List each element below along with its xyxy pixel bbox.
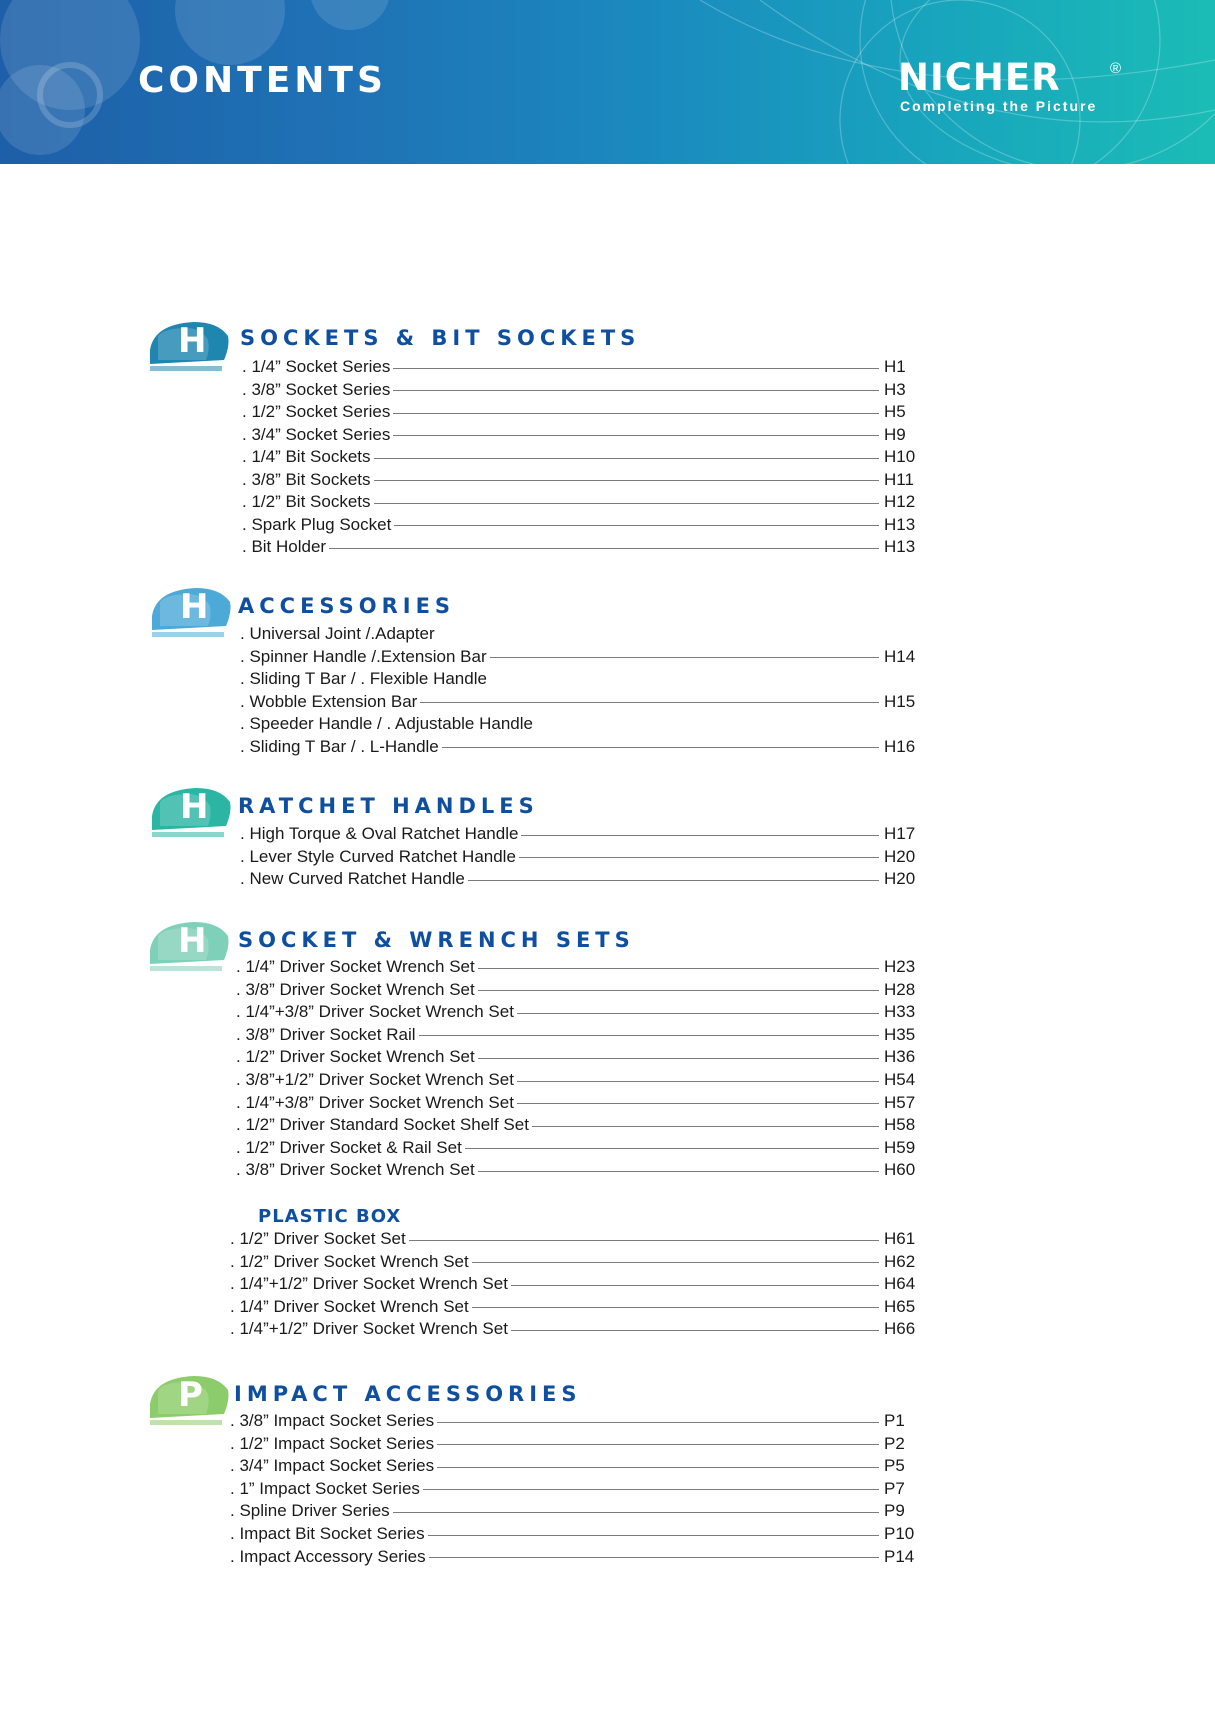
toc-entry-label: . 1/2” Driver Socket Wrench Set <box>230 1251 469 1271</box>
section-badge-letter: H <box>180 587 209 627</box>
section-badge-letter: H <box>178 321 207 361</box>
dot-leader <box>519 857 879 858</box>
toc-entry-label: . Spline Driver Series <box>230 1501 390 1521</box>
dot-leader <box>393 368 879 369</box>
toc-entry-label: . Spark Plug Socket <box>242 514 392 534</box>
toc-entry[interactable] <box>242 469 914 491</box>
dot-leader <box>478 1058 879 1059</box>
section-badge <box>150 786 234 846</box>
section-badge-letter: H <box>178 921 207 961</box>
toc-entry-label: . Spinner Handle /.Extension Bar <box>240 646 487 666</box>
dot-leader <box>465 1148 879 1149</box>
toc-entry[interactable] <box>230 1455 905 1477</box>
dot-leader <box>374 480 880 481</box>
toc-entry-label: . 3/8” Socket Series <box>242 379 391 399</box>
toc-entry-page: P9 <box>884 1501 905 1521</box>
dot-leader <box>437 1422 879 1423</box>
section-badge <box>148 920 232 980</box>
section-title: ACCESSORIES <box>238 594 456 618</box>
toc-entry[interactable] <box>230 1296 916 1318</box>
dot-leader <box>468 880 879 881</box>
toc-entry-label: . 1/2” Driver Socket Set <box>230 1229 406 1248</box>
section-badge <box>148 320 232 380</box>
dot-leader <box>394 525 879 526</box>
toc-entry-label: . 3/8” Driver Socket Wrench Set <box>236 979 475 999</box>
toc-entry[interactable] <box>236 1001 916 1023</box>
toc-entry[interactable] <box>242 356 906 378</box>
dot-leader <box>478 990 879 991</box>
toc-entry-label: . 1/2” Socket Series <box>242 402 391 421</box>
dot-leader <box>532 1126 879 1127</box>
toc-entry[interactable] <box>230 1546 915 1568</box>
dot-leader <box>393 435 879 436</box>
toc-entry-label: . Wobble Extension Bar <box>240 691 418 711</box>
toc-entry[interactable] <box>240 691 916 713</box>
toc-entry-page: H12 <box>884 492 916 511</box>
toc-entry[interactable] <box>240 846 916 868</box>
brand-tagline: Completing the Picture <box>900 98 1098 114</box>
toc-entry-label: . Lever Style Curved Ratchet Handle <box>240 846 516 866</box>
dot-leader <box>511 1330 879 1331</box>
toc-entry-page: H66 <box>884 1319 916 1339</box>
toc-entry-page: H64 <box>884 1274 916 1294</box>
toc-entry[interactable] <box>240 868 916 890</box>
toc-entry-page: H11 <box>884 469 914 489</box>
toc-entry[interactable] <box>230 1410 905 1432</box>
toc-entry-page: H65 <box>884 1296 916 1316</box>
dot-leader <box>393 390 879 391</box>
dot-leader <box>478 968 879 969</box>
section-title: SOCKET & WRENCH SETS <box>238 928 635 952</box>
toc-entry-page: H13 <box>884 537 916 556</box>
toc-entry-label: . 1/2” Driver Socket & Rail Set <box>236 1137 462 1157</box>
toc-entry[interactable] <box>236 1069 916 1091</box>
toc-entry-label: . 3/8” Driver Socket Wrench Set <box>236 1160 475 1180</box>
toc-entry-page: H61 <box>884 1229 916 1248</box>
toc-entry-page: H59 <box>884 1137 916 1157</box>
toc-entry-label: . 3/8” Driver Socket Rail <box>236 1024 416 1044</box>
toc-entry[interactable] <box>236 1092 916 1114</box>
toc-entry-label: . 3/4” Impact Socket Series <box>230 1456 435 1476</box>
toc-entry-page: H23 <box>884 957 916 976</box>
toc-entry[interactable] <box>236 1137 916 1159</box>
toc-entry[interactable] <box>230 1273 916 1295</box>
dot-leader <box>521 835 879 836</box>
subsection-title: PLASTIC BOX <box>258 1206 402 1227</box>
toc-entry-page: H3 <box>884 379 906 399</box>
toc-entry-page: H57 <box>884 1092 916 1112</box>
dot-leader <box>423 1489 879 1490</box>
dot-leader <box>393 1512 879 1513</box>
toc-entry-label: . 1/2” Impact Socket Series <box>230 1433 435 1453</box>
toc-entry-page: H10 <box>884 447 916 466</box>
dot-leader <box>517 1103 879 1104</box>
toc-entry[interactable] <box>236 1024 916 1046</box>
toc-entry-page: H1 <box>884 357 906 376</box>
toc-entry-page: H62 <box>884 1251 916 1271</box>
toc-entry[interactable] <box>230 1318 916 1340</box>
toc-entry-label: . Universal Joint /.Adapter <box>240 624 435 643</box>
dot-leader <box>517 1081 879 1082</box>
header-banner <box>0 0 1215 164</box>
toc-entry[interactable] <box>230 1500 905 1522</box>
dot-leader <box>374 458 880 459</box>
toc-entry[interactable] <box>242 491 916 513</box>
toc-entry[interactable] <box>236 1159 916 1181</box>
toc-entry-page: P14 <box>884 1546 915 1566</box>
toc-entry-page: H20 <box>884 846 916 866</box>
toc-entry-page: P5 <box>884 1456 905 1476</box>
toc-entry-page: H33 <box>884 1002 916 1022</box>
toc-entry-label: . 1/4” Driver Socket Wrench Set <box>236 957 475 976</box>
toc-entry-page: H58 <box>884 1115 916 1135</box>
toc-entry-page: H60 <box>884 1160 916 1180</box>
dot-leader <box>511 1285 879 1286</box>
dot-leader <box>478 1171 879 1172</box>
toc-entry[interactable] <box>242 536 916 558</box>
toc-entry-label: . 3/8”+1/2” Driver Socket Wrench Set <box>236 1070 514 1089</box>
toc-entry-label: . 1/2” Driver Standard Socket Shelf Set <box>236 1115 529 1135</box>
toc-entry[interactable] <box>242 446 916 468</box>
toc-entry-label: . 1” Impact Socket Series <box>230 1478 420 1498</box>
toc-entry-label: . 1/4” Driver Socket Wrench Set <box>230 1296 469 1316</box>
toc-entry-label: . 1/4”+1/2” Driver Socket Wrench Set <box>230 1319 508 1339</box>
toc-entry-label: . 3/4” Socket Series <box>242 424 391 444</box>
toc-entry-page: H28 <box>884 979 916 999</box>
toc-entry[interactable] <box>240 668 879 690</box>
toc-entry[interactable] <box>242 424 906 446</box>
section-title: RATCHET HANDLES <box>238 794 539 818</box>
toc-entry[interactable] <box>230 1228 916 1250</box>
toc-entry-label: . Impact Bit Socket Series <box>230 1524 425 1543</box>
toc-entry[interactable] <box>240 713 879 735</box>
toc-entry[interactable] <box>240 623 879 645</box>
toc-entry-page: H13 <box>884 514 916 534</box>
toc-entry-page: H16 <box>884 736 916 756</box>
dot-leader <box>437 1444 879 1445</box>
toc-entry-label: . Impact Accessory Series <box>230 1546 426 1566</box>
toc-entry-label: . Sliding T Bar / . L-Handle <box>240 736 439 756</box>
toc-entry-label: . New Curved Ratchet Handle <box>240 869 465 888</box>
section-badge-letter: H <box>180 787 209 827</box>
toc-entry[interactable] <box>230 1523 915 1545</box>
section-badge <box>150 586 234 646</box>
dot-leader <box>472 1307 879 1308</box>
toc-entry-page: H14 <box>884 646 916 666</box>
toc-entry-label: . 3/8” Impact Socket Series <box>230 1411 435 1430</box>
toc-entry-page: P10 <box>884 1524 915 1543</box>
toc-entry[interactable] <box>242 379 906 401</box>
toc-entry-page: H20 <box>884 869 916 888</box>
toc-entry-label: . 1/2” Driver Socket Wrench Set <box>236 1047 475 1067</box>
toc-entry-label: . 1/4” Bit Sockets <box>242 447 371 466</box>
dot-leader <box>428 1535 879 1536</box>
toc-entry-page: H15 <box>884 691 916 711</box>
dot-leader <box>442 747 879 748</box>
registered-mark: ® <box>1110 60 1122 77</box>
toc-entry[interactable] <box>236 1046 916 1068</box>
toc-entry-page: H5 <box>884 402 906 421</box>
toc-entry-page: P7 <box>884 1478 905 1498</box>
dot-leader <box>420 702 879 703</box>
toc-entry[interactable] <box>236 1114 916 1136</box>
brand-logo <box>898 58 1138 114</box>
section-title: IMPACT ACCESSORIES <box>234 1382 582 1406</box>
toc-entry[interactable] <box>230 1478 905 1500</box>
toc-entry-label: . 1/4” Socket Series <box>242 357 391 376</box>
dot-leader <box>329 548 879 549</box>
toc-entry-page: H36 <box>884 1047 916 1067</box>
toc-entry-page: P1 <box>884 1411 905 1430</box>
section-badge-letter: P <box>178 1375 203 1415</box>
dot-leader <box>437 1467 879 1468</box>
toc-entry-page: H17 <box>884 824 916 843</box>
dot-leader <box>419 1035 880 1036</box>
toc-entry[interactable] <box>242 514 916 536</box>
toc-entry[interactable] <box>236 979 916 1001</box>
toc-entry-page: H9 <box>884 424 906 444</box>
dot-leader <box>393 413 879 414</box>
toc-entry[interactable] <box>240 736 916 758</box>
toc-entry[interactable] <box>230 1433 905 1455</box>
toc-entry[interactable] <box>240 646 916 668</box>
section-badge <box>148 1374 232 1434</box>
toc-entry-label: . 1/2” Bit Sockets <box>242 492 371 511</box>
section-title: SOCKETS & BIT SOCKETS <box>240 326 641 350</box>
toc-entry-label: . Speeder Handle / . Adjustable Handle <box>240 714 533 733</box>
toc-entry-label: . 1/4”+3/8” Driver Socket Wrench Set <box>236 1002 514 1022</box>
dot-leader <box>374 503 880 504</box>
toc-entry[interactable] <box>236 956 916 978</box>
page-title: CONTENTS <box>138 60 387 101</box>
toc-entry-page: H54 <box>884 1070 916 1089</box>
dot-leader <box>517 1013 879 1014</box>
toc-entry[interactable] <box>230 1251 916 1273</box>
toc-entry-page: H35 <box>884 1024 916 1044</box>
toc-entry-label: . Sliding T Bar / . Flexible Handle <box>240 669 487 688</box>
toc-entry-label: . Bit Holder <box>242 537 327 556</box>
toc-entry-label: . 3/8” Bit Sockets <box>242 469 371 489</box>
toc-entry-label: . 1/4”+1/2” Driver Socket Wrench Set <box>230 1274 508 1294</box>
toc-entry[interactable] <box>240 823 916 845</box>
toc-entry[interactable] <box>242 401 906 423</box>
dot-leader <box>429 1557 879 1558</box>
dot-leader <box>472 1262 879 1263</box>
toc-entry-label: . High Torque & Oval Ratchet Handle <box>240 824 519 843</box>
dot-leader <box>490 657 879 658</box>
dot-leader <box>409 1240 879 1241</box>
toc-entry-label: . 1/4”+3/8” Driver Socket Wrench Set <box>236 1092 514 1112</box>
brand-name: NICHER <box>898 56 1061 99</box>
toc-entry-page: P2 <box>884 1433 905 1453</box>
